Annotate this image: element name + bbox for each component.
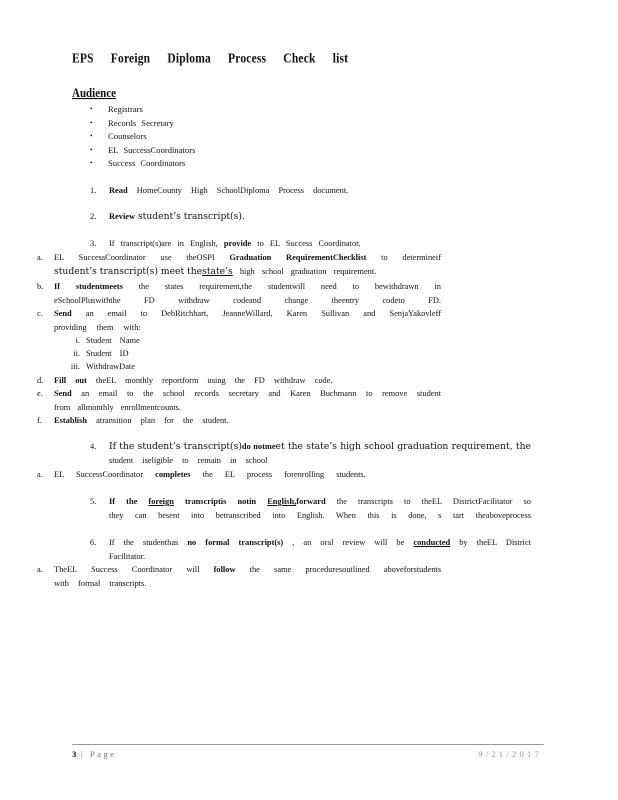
page-word: Page [89,749,117,759]
audience-item: • Registrars [90,103,195,117]
step-body: to EL Success Coordinator. [251,239,361,248]
sub-marker: c. [37,309,43,318]
step-number: 6. [90,538,97,547]
roman-marker: iii. [70,362,80,371]
sub-body: an email to DebRitchhart, JeanneWillard, Karen Sullivan and SenjaYakovleff [71,309,441,318]
step-emphasis: no formal transcript(s) [187,538,284,547]
sub-emphasis: Fill out [54,376,87,385]
sub-body: an email to the school records secretary and Karen Buchmann to remove student [71,389,441,398]
sub-body: TheEL Success Coordinator will [54,565,214,574]
step-emphasis: conducted [413,538,451,547]
sub-body: theEL monthly reportform using the FD withdraw code. [86,376,333,385]
step-lead: Review [109,212,136,221]
step-text [109,237,531,251]
sub-text [54,280,441,307]
roman-marker: i. [75,336,80,345]
sub-text [54,374,441,388]
roman-text: Student ID [86,349,129,358]
step-lead: provide [223,239,252,248]
step-body: , an oral review will be [283,538,414,547]
sub-emphasis: If studentmeets [54,282,123,291]
roman-text: Student Name [86,336,140,345]
sub-body: EL SuccessCoordinator [54,470,156,479]
step-body: If the student’s transcript(s) [109,441,242,452]
step-text [109,440,531,467]
sub-text [54,468,441,482]
step-3c-item [66,360,135,374]
step-text [109,184,531,198]
sub-body: student’s transcript(s) meet the [54,265,203,277]
sub-body: eSchoolPluswiththe FD withdraw codeand change theentry codeto FD. [54,295,441,305]
sub-emphasis: Establish [54,416,88,425]
step-text [109,495,531,522]
step-lead: Read [109,186,128,195]
sub-text [54,251,441,278]
audience-item: • Counselors [90,130,195,144]
sub-text [54,414,441,428]
sub-body: providing them with: [54,322,141,332]
step-body: If the studenthas [109,538,188,547]
footer-page-label [72,749,117,759]
step-text [109,210,531,224]
sub-body: EL SuccessCoordinator use theOSPI [54,253,230,262]
step-number: 2. [90,212,97,221]
footer-divider [72,744,544,745]
audience-list [90,103,195,171]
sub-body: with formal transcripts. [54,578,147,588]
step-emphasis: foreign [148,497,174,506]
step-emphasis: English, [267,497,297,506]
step-emphasis: forward [296,497,326,506]
audience-item: • EL SuccessCoordinators [90,144,195,158]
step-body: student iseligible to remain in school [109,455,268,465]
sub-emphasis: Send [54,309,72,318]
step-body: Facilitator. [109,551,146,561]
page-title: EPS Foreign Diploma Process Check list [72,52,349,66]
sub-marker: f. [37,416,42,425]
page-number: 3 [72,749,77,759]
roman-marker: ii. [73,349,80,358]
sub-body: the same proceduresoutlined aboveforstudents [235,565,441,574]
audience-item: • Records Secretary [90,117,195,131]
step-number: 4. [90,442,97,451]
sub-marker: d. [37,376,44,385]
sub-marker: a. [37,253,43,262]
sub-marker: a. [37,470,43,479]
sub-body: to determineif [366,253,441,262]
step-emphasis: do notme [241,442,276,451]
step-3c-item [66,334,140,348]
sub-body: atransition plan for the student. [87,416,229,425]
step-text [109,536,531,563]
audience-heading: Audience [72,87,116,101]
sub-emphasis: follow [213,565,236,574]
sub-emphasis: Send [54,389,72,398]
sub-text [54,387,441,414]
sub-text [54,307,441,334]
step-body: student’s transcript(s). [135,211,245,222]
sub-emphasis: completes [155,470,191,479]
step-emphasis: transcriptis notin [173,497,268,506]
step-body: et the state’s high school graduation requirement, the [275,441,531,452]
sub-body: high school graduation requirement. [232,266,377,276]
step-body: If transcript(s)are in English, [109,239,224,248]
step-3c-item [66,347,129,361]
step-body: HomeCounty High SchoolDiploma Process document. [127,186,349,195]
step-number: 1. [90,186,97,195]
step-number: 3. [90,239,97,248]
footer-separator: | [76,749,90,759]
sub-body: from allmonthly enrollmentcounts. [54,402,181,412]
sub-marker: e. [37,389,43,398]
roman-text: WithdrawDate [86,362,135,371]
step-body: the transcripts to theEL DistrictFacilitator so [325,497,531,506]
step-number: 5. [90,497,97,506]
sub-emphasis: state’s [202,265,233,277]
sub-emphasis: Graduation RequirementChecklist [229,253,367,262]
step-emphasis: If the [109,497,149,506]
sub-text [54,563,441,590]
sub-body: the states requirement,the studentwill need to bewithdrawn in [122,282,441,291]
footer-date: 9/21/2017 [478,749,542,759]
step-body: by theEL District [450,538,532,547]
sub-marker: a. [37,565,43,574]
step-body: they can besent into betranscribed into English. When this is done, s tart theaboveprocess [109,510,531,520]
sub-body: the EL process forenrolling students. [190,470,366,479]
audience-item: • Success Coordinators [90,157,195,171]
sub-marker: b. [37,282,44,291]
